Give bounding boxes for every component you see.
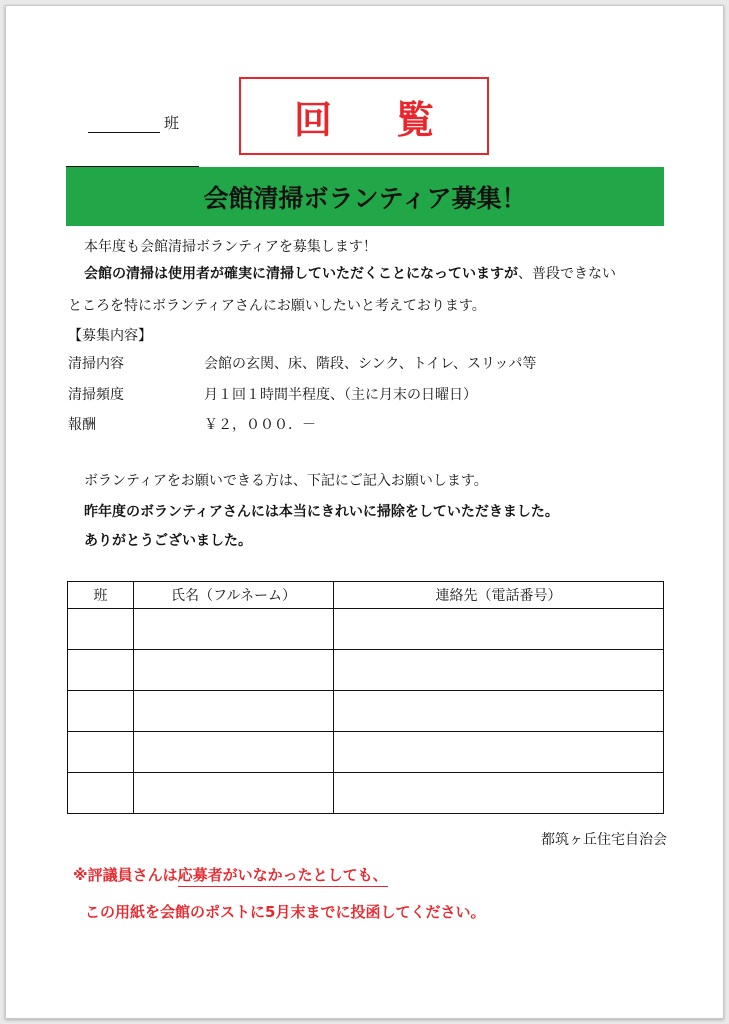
cell-contact[interactable] [334, 650, 664, 691]
document-page [5, 5, 724, 1019]
cell-han[interactable] [68, 609, 134, 650]
detail-label-reward: 報酬 [68, 417, 96, 433]
cell-contact[interactable] [334, 609, 664, 650]
registration-table [67, 581, 664, 814]
intro-line-2 [84, 263, 616, 283]
han-field [88, 112, 248, 136]
cell-contact[interactable] [334, 732, 664, 773]
intro-line-1: 本年度も会館清掃ボランティアを募集します！ [84, 239, 377, 255]
table-row [68, 732, 664, 773]
details-heading: 【募集内容】 [68, 328, 152, 344]
request-line: ボランティアをお願いできる方は、下記にご記入お願いします。 [84, 473, 488, 489]
page-title: 会館清掃ボランティア募集！ [66, 167, 664, 226]
kairan-stamp: 回覧 [239, 77, 489, 155]
note-line-1 [73, 864, 388, 885]
cell-name[interactable] [134, 650, 334, 691]
thanks-line-2: ありがとうございました。 [84, 533, 252, 549]
cell-name[interactable] [134, 691, 334, 732]
table-row [68, 691, 664, 732]
han-blank [88, 114, 160, 133]
note-prefix: ※評議員さんは [73, 866, 178, 884]
intro-line-2-bold: 会館の清掃は使用者が確実に清掃していただくことになっていますが [84, 266, 518, 282]
cell-contact[interactable] [334, 691, 664, 732]
thanks-line-1: 昨年度のボランティアさんには本当にきれいに掃除をしていただきました。 [84, 504, 559, 520]
detail-label-frequency: 清掃頻度 [68, 387, 124, 403]
table-row [68, 650, 664, 691]
col-header-name: 氏名（フルネーム） [134, 582, 334, 609]
intro-line-2-rest: 、普段できない [518, 266, 616, 282]
col-header-han: 班 [68, 582, 134, 609]
col-header-contact: 連絡先（電話番号） [334, 582, 664, 609]
detail-label-content: 清掃内容 [68, 356, 124, 372]
organization-name: 都筑ヶ丘住宅自治会 [541, 832, 667, 848]
cell-name[interactable] [134, 773, 334, 814]
table-row [68, 609, 664, 650]
cell-name[interactable] [134, 732, 334, 773]
cell-name[interactable] [134, 609, 334, 650]
cell-han[interactable] [68, 650, 134, 691]
note-line-2: この用紙を会館のポストに5月末までに投函してください。 [85, 903, 486, 921]
cell-han[interactable] [68, 691, 134, 732]
detail-value-reward: ￥２，０００．－ [204, 417, 316, 433]
cell-han[interactable] [68, 732, 134, 773]
detail-value-content: 会館の玄関、床、階段、シンク、トイレ、スリッパ等 [204, 356, 537, 372]
note-underlined: 応募者がいなかったとしても、 [178, 866, 388, 887]
detail-value-frequency: 月１回１時間半程度、（主に月末の日曜日） [204, 387, 477, 403]
table-row [68, 773, 664, 814]
table-header-row [68, 582, 664, 609]
cell-contact[interactable] [334, 773, 664, 814]
intro-line-3: ところを特にボランティアさんにお願いしたいと考えております。 [68, 298, 486, 314]
han-label: 班 [164, 114, 180, 132]
cell-han[interactable] [68, 773, 134, 814]
